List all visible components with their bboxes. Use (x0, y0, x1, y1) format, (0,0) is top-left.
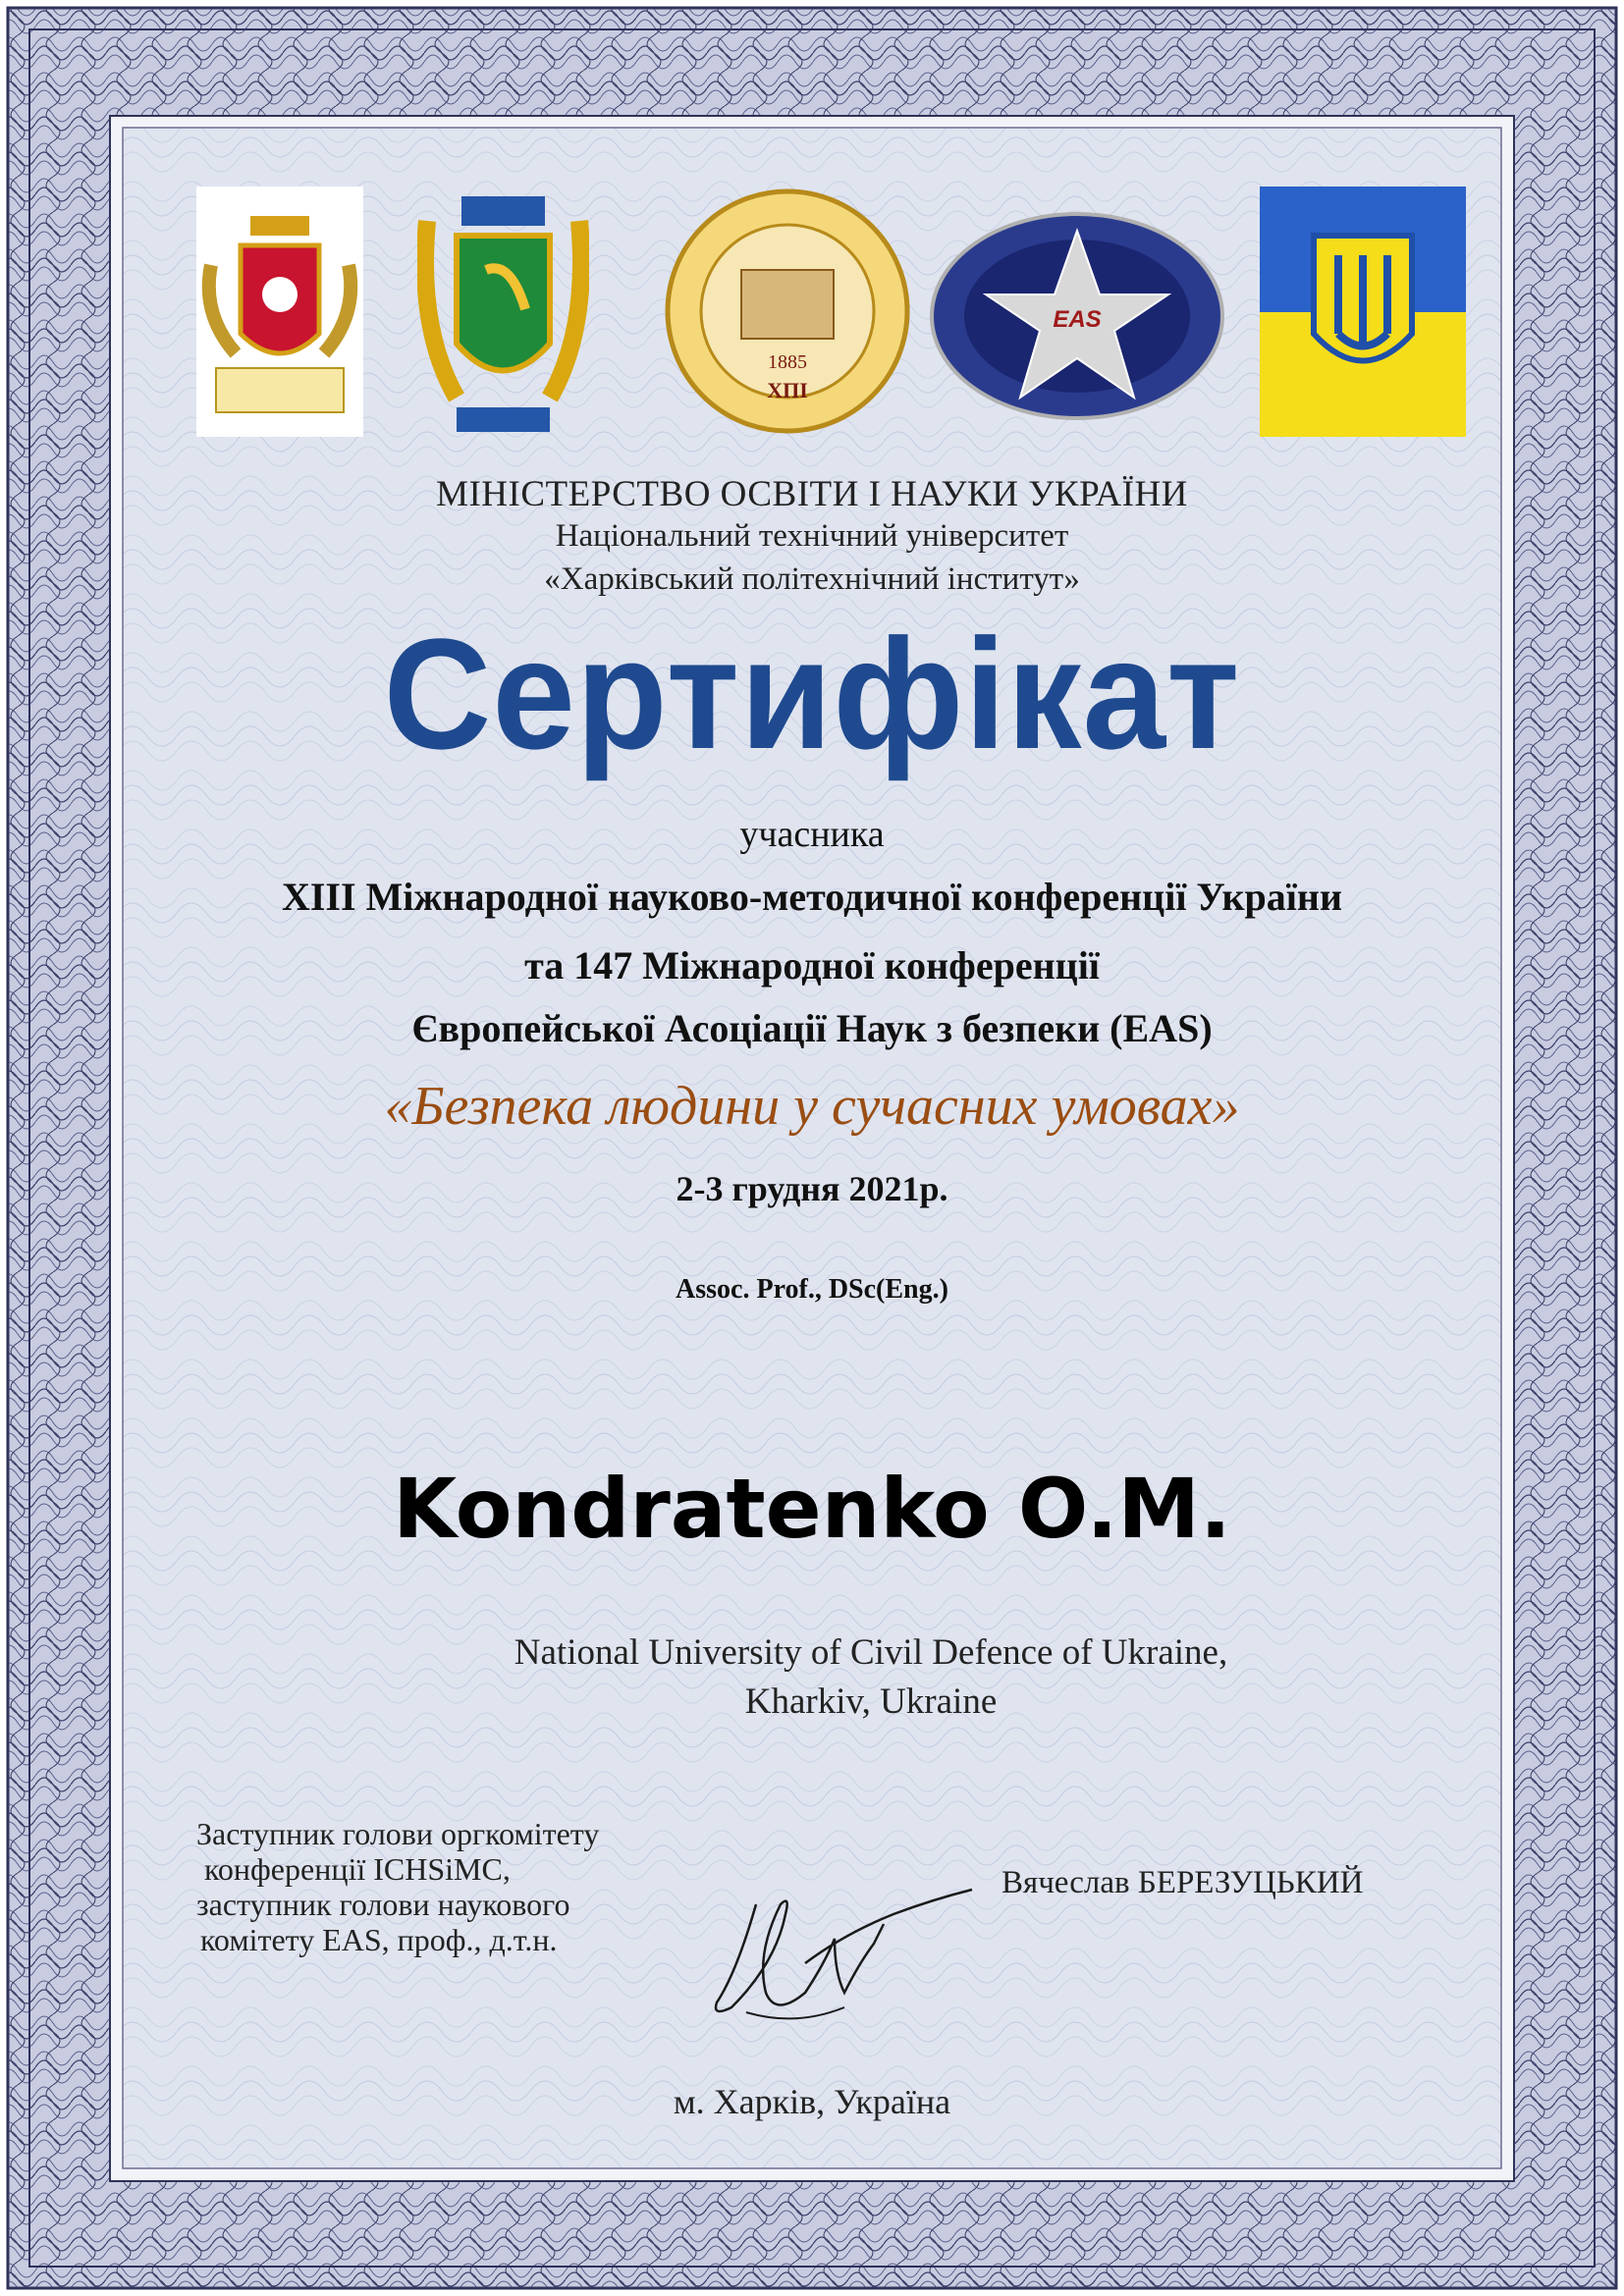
ministry-heading: МІНІСТЕРСТВО ОСВІТИ І НАУКИ УКРАЇНИ (436, 474, 1188, 514)
ukraine-flag-trident-icon (1260, 187, 1466, 437)
eas-center-text: EAS (1053, 306, 1102, 333)
conference-line1: ХІІІ Міжнародної науково-методичної конференції України (281, 875, 1343, 919)
kharkiv-oblast-coat-of-arms-icon (417, 182, 589, 442)
signatory-role-line: комітету EAS, проф., д.т.н. (200, 1922, 558, 1957)
eas-emblem-icon (928, 211, 1227, 422)
conference-line2: та 147 Міжнародної конференції (524, 943, 1100, 988)
university-name-line1: Національний технічний університет (555, 518, 1069, 554)
emblem-roman: ХПІ (767, 378, 808, 402)
signatory-role (196, 1816, 599, 1957)
recipient-affiliation-line1: National University of Civil Defence of Ukraine, (514, 1632, 1228, 1673)
city-coat-of-arms-icon (196, 187, 363, 437)
university-name-line2: «Харківський політехнічний інститут» (544, 561, 1080, 597)
conference-line3: Європейської Асоціації Наук з безпеки (EAS) (411, 1006, 1213, 1050)
certificate-title: Сертифікат (383, 606, 1241, 781)
participant-label: учасника (739, 814, 885, 855)
signatory-role-line: конференції ICHSiMC, (204, 1851, 511, 1887)
signatory-name: Вячеслав БЕРЕЗУЦЬКИЙ (1001, 1865, 1364, 1900)
city-location: м. Харків, Україна (673, 2082, 951, 2121)
handwritten-signature (687, 1845, 982, 2042)
recipient-name: Kondratenko O.M. (393, 1461, 1231, 1557)
conference-date: 2-3 грудня 2021р. (676, 1169, 948, 1208)
recipient-affiliation-line2: Kharkiv, Ukraine (744, 1682, 998, 1722)
signatory-role-line: Заступник голови оргкомітету (196, 1816, 600, 1851)
recipient-position: Assoc. Prof., DSc(Eng.) (676, 1274, 948, 1305)
emblem-year: 1885 (768, 351, 807, 373)
conference-topic: «Безпека людини у сучасних умовах» (384, 1076, 1240, 1137)
ntu-khpi-emblem-icon (663, 187, 913, 437)
signatory-role-line: заступник голови наукового (196, 1887, 570, 1922)
